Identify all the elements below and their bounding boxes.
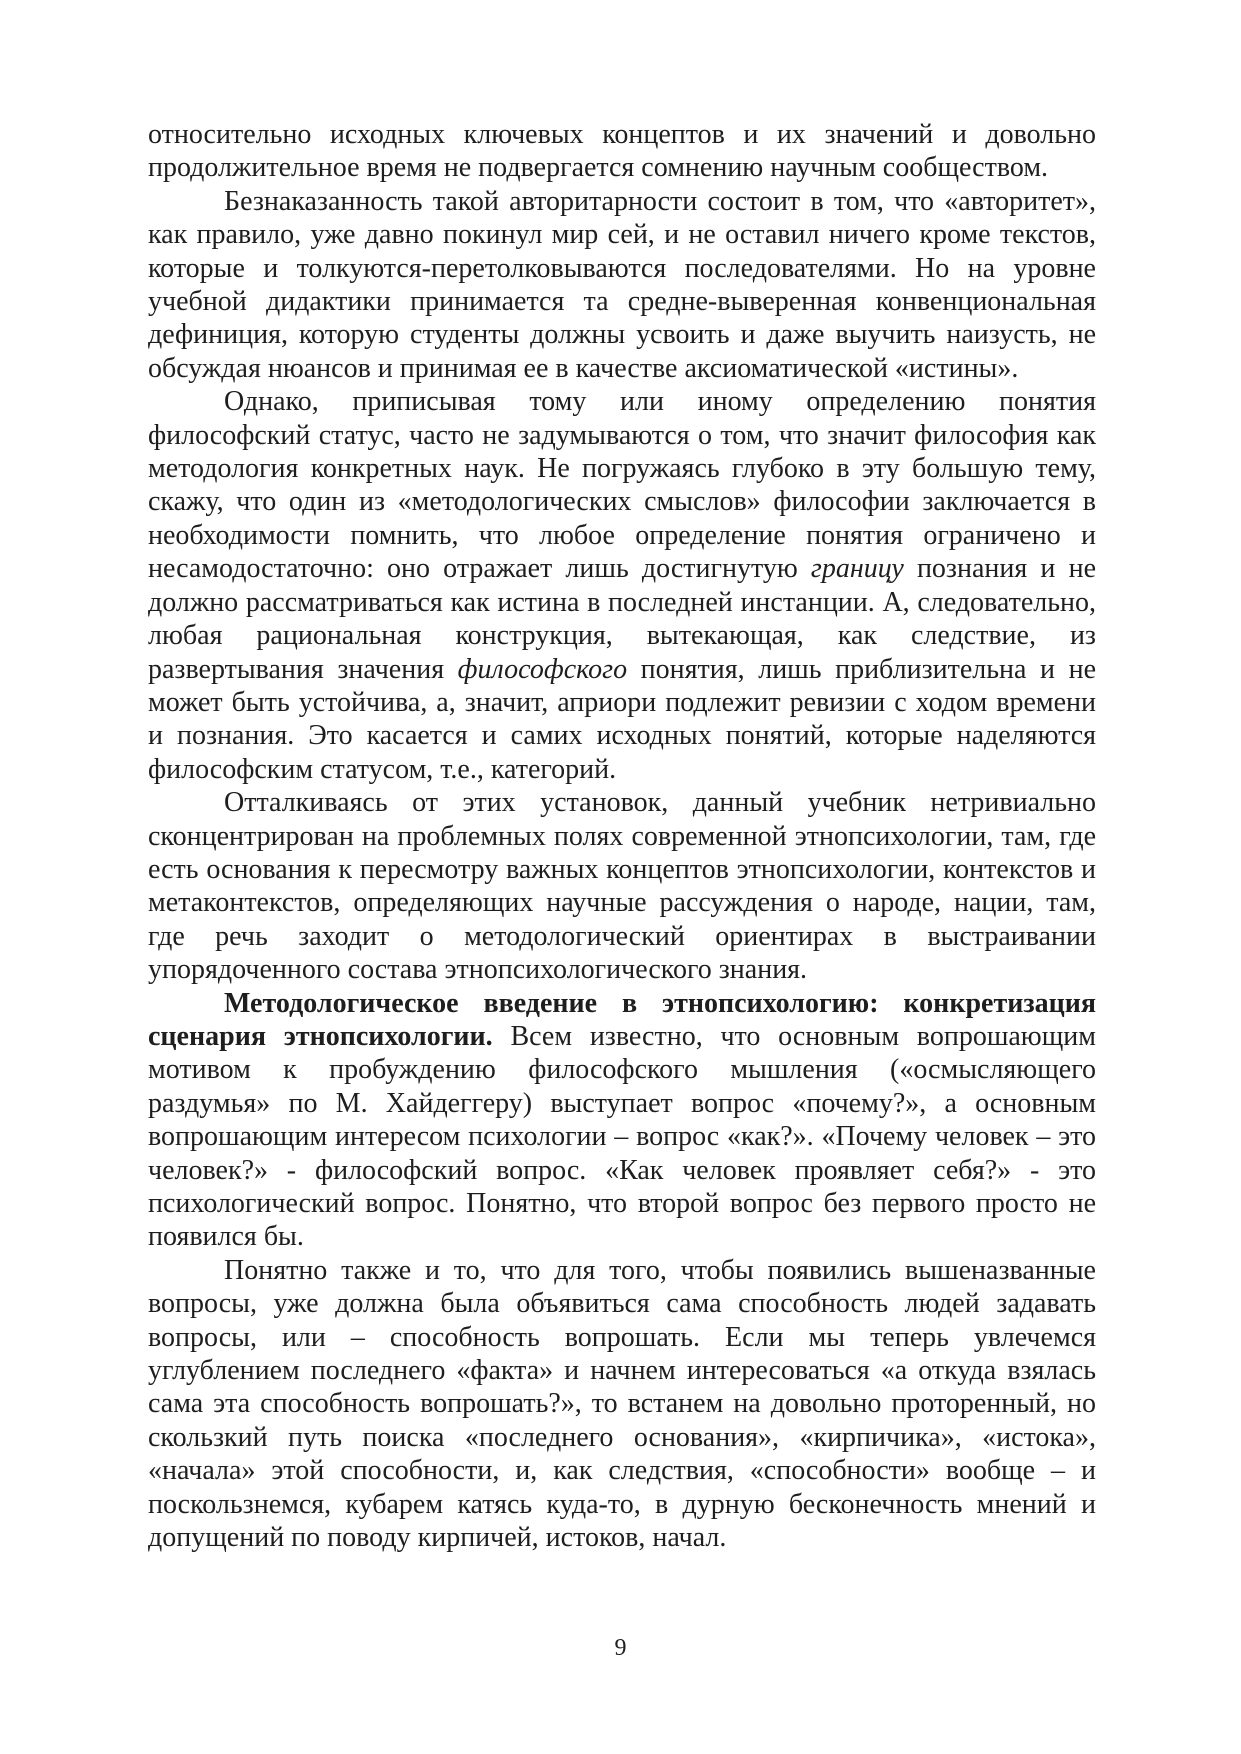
italic-filosofskogo: философского — [457, 653, 628, 685]
paragraph-textbook-text: Отталкиваясь от этих установок, данный учебник нетривиально сконцентрирован на проблемных полях современной этнопсихологии, там, где есть основания к пересмотру важных концептов этнопсихологии, контекстов и метаконтекстов, определяющих научные рассуждения о народе, нации, там, где речь заходит о методологический ориентирах в выстраивании упорядоченного состава этнопсихологического знания. — [148, 787, 1096, 986]
italic-granitsu: границу — [810, 553, 904, 585]
paragraph-textbook — [148, 786, 1096, 986]
paragraph-philosophy — [148, 385, 1096, 786]
section-heading-inline: Методологическое введение в этнопсихологию: конкретизация сценария этнопсихологии. — [148, 987, 1096, 1052]
paragraph-philosophy-text-1: Однако, приписывая тому или иному определению понятия философский статус, часто не задумываются о том, что значит философия как методология конкретных наук. Не погружаясь глубоко в эту большую тему, скажу, что один из «методологических смыслов» философии заключается в необходимости помнить, что любое определение понятия ограничено и несамодостаточно: оно отражает лишь достигнутую — [148, 386, 1096, 585]
paragraph-methodological-intro-text: Всем известно, что основным вопрошающим мотивом к пробуждению философского мышления («осмысляющего раздумья» по М. Хайдеггеру) выступает вопрос «почему?», а основным вопрошающим интересом психологии – вопрос «как?». «Почему человек – это человек?» - философский вопрос. «Как человек проявляет себя?» - это психологический вопрос. Понятно, что второй вопрос без первого просто не появился бы. — [148, 1020, 1096, 1253]
body-text — [148, 118, 1096, 1554]
paragraph-philosophy-text-2: познания и не должно рассматриваться как истина в последней инстанции. А, следовательно, любая рациональная конструкция, вытекающая, как следствие, из развертывания значения — [148, 553, 1096, 685]
paragraph-authority — [148, 185, 1096, 385]
page-number: 9 — [614, 1635, 627, 1661]
paragraph-philosophy-text-3: понятия, лишь приблизительна и не может быть устойчива, а, значит, априори подлежит ревизии с ходом времени и познания. Это касается и самих исходных понятий, которые наделяются философским статусом, т.е., категорий. — [148, 653, 1096, 785]
paragraph-questioning-text: Понятно также и то, что для того, чтобы появились вышеназванные вопросы, уже должна была объявиться сама способность людей задавать вопросы, или – способность вопрошать. Если мы теперь увлечемся углублением последнего «факта» и начнем интересоваться «а откуда взялась сама эта способность вопрошать?», то встанем на довольно проторенный, но скользкий путь поиска «последнего основания», «кирпичика», «истока», «начала» этой способности, и, как следствия, «способности» вообще – и поскользнемся, кубарем катясь куда-то, в дурную бесконечность мнений и допущений по поводу кирпичей, истоков, начал. — [148, 1254, 1096, 1554]
paragraph-continuation-text: относительно исходных ключевых концептов и их значений и довольно продолжительное время не подвергается сомнению научным сообществом. — [148, 119, 1096, 184]
paragraph-authority-text: Безнаказанность такой авторитарности состоит в том, что «авторитет», как правило, уже давно покинул мир сей, и не оставил ничего кроме текстов, которые и толкуются-перетолковываются последователями. Но на уровне учебной дидактики принимается та средне-выверенная конвенциональная дефиниция, которую студенты должны усвоить и даже выучить наизусть, не обсуждая нюансов и принимая ее в качестве аксиоматической «истины». — [148, 185, 1096, 384]
paragraph-methodological-intro — [148, 987, 1096, 1254]
paragraph-questioning — [148, 1254, 1096, 1555]
paragraph-continuation — [148, 118, 1096, 185]
